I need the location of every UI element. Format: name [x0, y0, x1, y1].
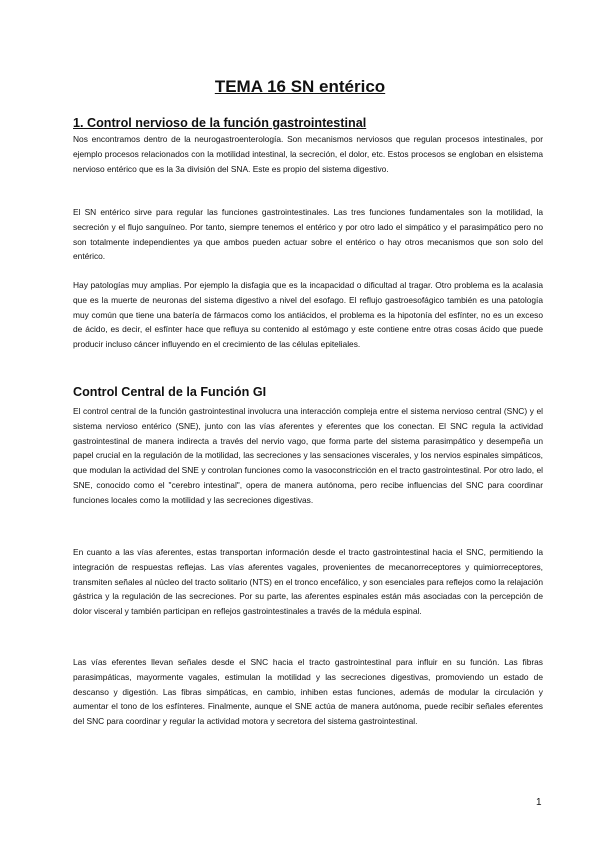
paragraph-control-central: El control central de la función gastrointestinal involucra una interacción compleja entre el sistema nervioso central (SNC) y el sistema nervioso entérico (SNE), junto con las vías aferentes y eferentes que los conectan. El SNC regula la actividad gastrointestinal de manera indirecta a través del nervio vago, que forma parte del sistema parasimpático y desempeña un papel crucial en la regulación de la motilidad, las secreciones y las sensaciones viscerales, y los nervios espinales simpáticos, que modulan la actividad del SNE y controlan funciones como la vasoconstricción en el tracto gastrointestinal. Por otro lado, el SNE, conocido como el "cerebro intestinal", opera de manera autónoma, pero recibe influencias del SNC para coordinar funciones locales como la motilidad y las secreciones digestivas. [73, 406, 543, 505]
section-heading-control-central: Control Central de la Función GI [73, 385, 267, 399]
paragraph-neurogastroenterologia: Nos encontramos dentro de la neurogastroenterología. Son mecanismos nerviosos que regulan procesos intestinales, por ejemplo procesos relacionados con la motilidad intestinal, la secreción, el dolor, etc. Estos procesos se engloban en elsistema nervioso entérico que es la 3a división del SNA. Este es propio del sistema digestivo. [73, 134, 543, 174]
paragraph-vias-aferentes: En cuanto a las vías aferentes, estas transportan información desde el tracto gastrointestinal hacia el SNC, permitiendo la integración de respuestas reflejas. Las vías aferentes vagales, provenientes de mecanorreceptores y quimiorreceptores, transmiten señales al núcleo del tracto solitario (NTS) en el tronco encefálico, y son esenciales para reflejos como la relajación gástrica y la regulación de las secreciones. Por su parte, las aferentes espinales están más asociadas con la percepción de dolor visceral y también participan en reflejos gastrointestinales a través de la médula espinal. [73, 547, 543, 617]
paragraph-vias-eferentes: Las vías eferentes llevan señales desde el SNC hacia el tracto gastrointestinal para influir en su función. Las fibras parasimpáticas, mayormente vagales, estimulan la motilidad y las secreciones digestivas, promoviendo un estado de descanso y digestión. Las fibras simpáticas, en cambio, inhiben estas funciones, además de modular la circulación y aumentar el tono de los esfínteres. Finalmente, aunque el SNE actúa de manera autónoma, puede recibir señales eferentes del SNC para coordinar y regular la actividad motora y secretora del sistema gastrointestinal. [73, 657, 543, 727]
page-title: TEMA 16 SN entérico [214, 77, 386, 96]
paragraph-patologias: Hay patologías muy amplias. Por ejemplo la disfagia que es la incapacidad o dificultad al tragar. Otro problema es la acalasia que es la muerte de neuronas del sistema digestivo a nivel del esofago. El reflujo gastroesofágico también es una patología muy común que tiene una batería de fármacos como los antiácidos, el problema es la hipotonía del esfínter, no es un exceso de ácido, es decir, el esfínter hace que refluya su contenido al estómago y este contiene entre otras cosas ácido que puede producir incluso cáncer influyendo en el crecimiento de las células epiteliales. [73, 280, 543, 350]
page-number: 1 [536, 797, 542, 808]
section-heading-control-nervioso: 1. Control nervioso de la función gastrointestinal [73, 116, 367, 130]
paragraph-sn-enterico-funciones: El SN entérico sirve para regular las funciones gastrointestinales. Las tres funciones fundamentales son la motilidad, la secreción y el flujo sanguíneo. Por tanto, siempre tenemos el entérico y por otro lado el simpático y el parasimpático pero no son totalmente independientes ya que ambos pueden actuar sobre el entérico o hay otros mecanismos que son solo del entérico. [73, 207, 543, 262]
